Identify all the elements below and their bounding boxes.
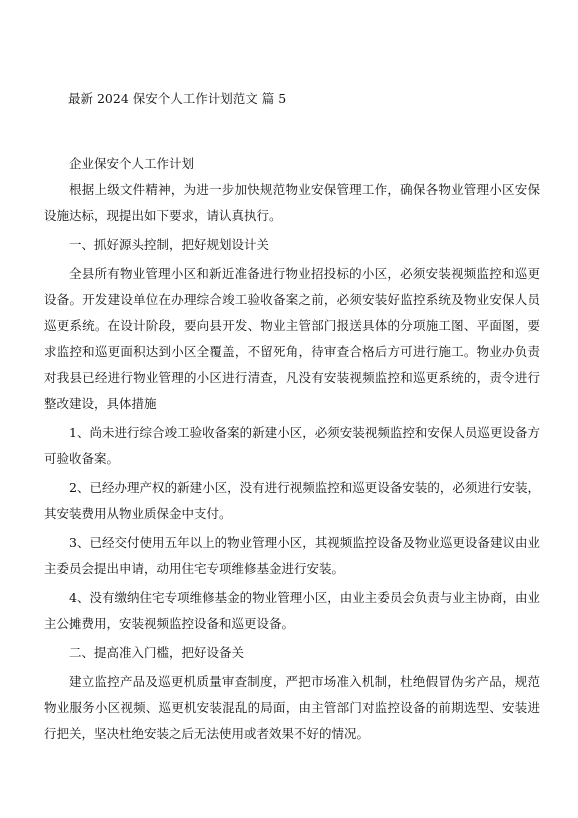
section-heading-2: 二、提高准入门槛，把好设备关 [69,645,245,660]
document-body [44,151,540,750]
measure-item-2: 2、已经办理产权的新建小区，没有进行视频监控和巡更设备安装的，必须进行安装，其安装费用从物业质保金中支付。 [44,480,540,521]
intro-paragraph: 根据上级文件精神，为进一步加快规范物业安保管理工作，确保各物业管理小区安保设施达标，现提出如下要求，请认真执行。 [44,182,540,223]
measure-item-3: 3、已经交付使用五年以上的物业管理小区，其视频监控设备及物业巡更设备建议由业主委员会提出申请，动用住宅专项维修基金进行安装。 [44,535,540,576]
section-1-paragraph: 全县所有物业管理小区和新近准备进行物业招投标的小区，必须安装视频监控和巡更设备。开发建设单位在办理综合竣工验收备案之前，必须安装好监控系统及物业安保人员巡更系统。在设计阶段，要向县开发、物业主管部门报送具体的分项施工图、平面图，要求监控和巡更面积达到小区全覆盖，不留死角，待审查合格后方可进行施工。物业办负责对我县已经进行物业管理的小区进行清查，凡没有安装视频监控和巡更系统的，责令进行整改建设，具体措施 [44,266,540,411]
measure-item-1: 1、尚未进行综合竣工验收备案的新建小区，必须安装视频监控和安保人员巡更设备方可验收备案。 [44,425,540,466]
document-title: 最新 2024 保安个人工作计划范文 篇 5 [68,91,287,106]
measure-item-4: 4、没有缴纳住宅专项维修基金的物业管理小区，由业主委员会负责与业主协商，由业主公摊费用，安装视频监控设备和巡更设备。 [44,590,540,631]
section-2-paragraph: 建立监控产品及巡更机质量审查制度，严把市场准入机制，杜绝假冒伪劣产品，规范物业服务小区视频、巡更机安装混乱的局面，由主管部门对监控设备的前期选型、安装进行把关，坚决杜绝安装之后无法使用或者效果不好的情况。 [44,674,540,741]
plan-subtitle: 企业保安个人工作计划 [69,156,195,171]
section-heading-1: 一、抓好源头控制，把好规划设计关 [69,237,270,252]
